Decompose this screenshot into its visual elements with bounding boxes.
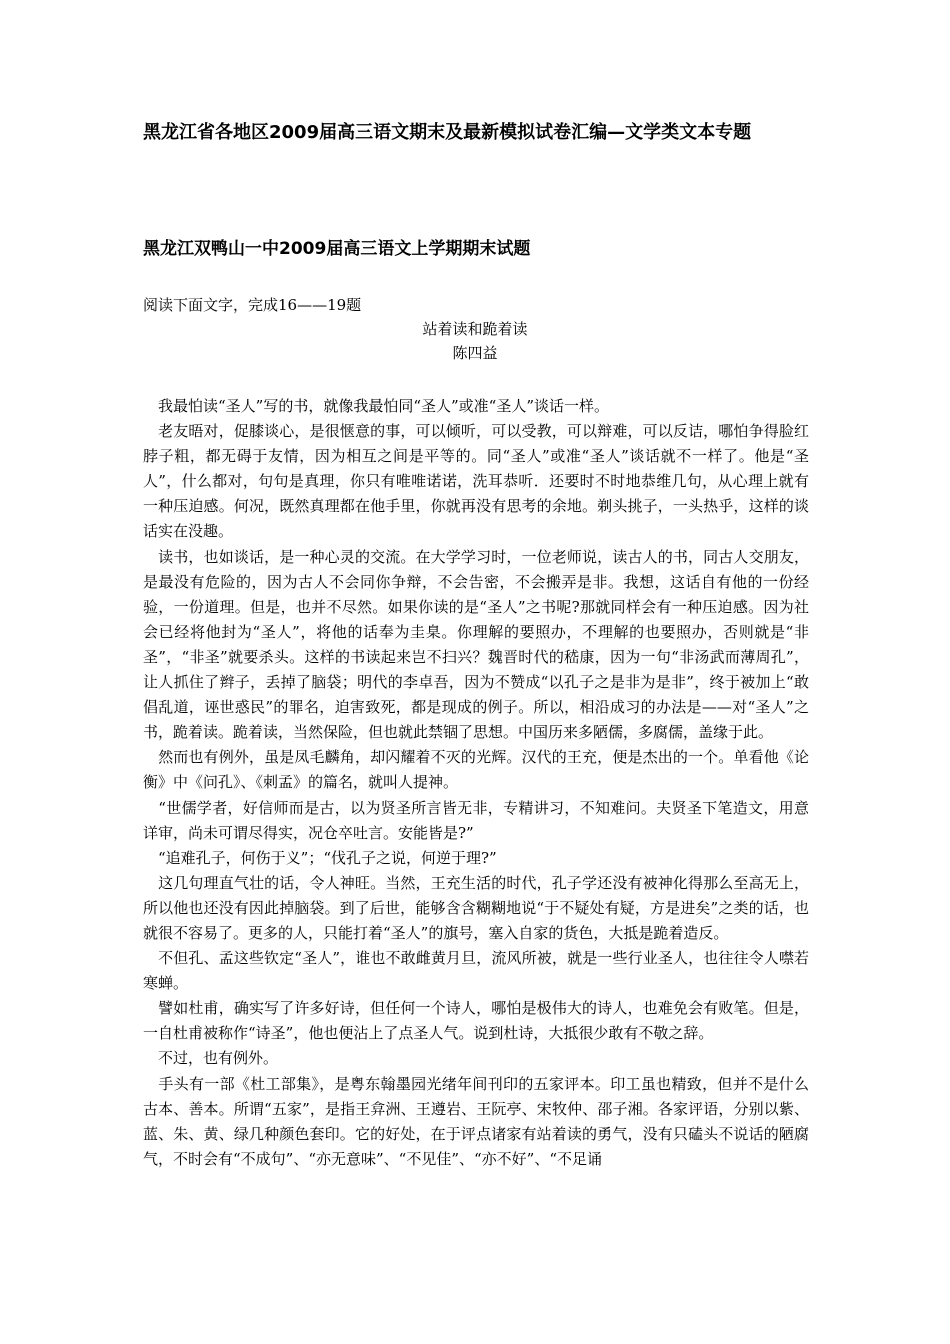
paragraph: “追难孔子，何伤于义”；“伐孔子之说，何逆于理?” — [143, 848, 497, 867]
reading-instruction: 阅读下面文字，完成16——19题 — [143, 296, 362, 314]
paragraph: 然而也有例外，虽是凤毛麟角，却闪耀着不灭的光辉。汉代的王充，便是杰出的一个。单看他《论衡》中《问孔》、《刺孟》的篇名，就叫人提神。 — [143, 748, 809, 792]
paragraph: 老友晤对，促膝谈心，是很惬意的事，可以倾听，可以受教，可以辩难，可以反诘，哪怕争得脸红脖子粗，都无碍于友情，因为相互之间是平等的。同“圣人”或准“圣人”谈话就不一样了。他是“圣人”，什么都对，句句是真理，你只有唯唯诺诺，洗耳恭听．还要时不时地恭维几句，从心理上就有一种压迫感。何况，既然真理都在他手里，你就再没有思考的余地。剃头挑子，一头热乎，这样的谈话实在没趣。 — [143, 422, 809, 541]
paragraph: 我最怕读“圣人”写的书，就像我最怕同“圣人”或准“圣人”谈话一样。 — [143, 397, 610, 415]
paragraph: 譬如杜甫，确实写了许多好诗，但任何一个诗人，哪怕是极伟大的诗人，也难免会有败笔。但是，一自杜甫被称作“诗圣”，他也便沾上了点圣人气。说到杜诗，大抵很少敢有不敬之辞。 — [143, 999, 809, 1043]
essay-body — [143, 394, 809, 1172]
document-title: 黑龙江省各地区2009届高三语文期末及最新模拟试卷汇编—文学类文本专题 — [143, 122, 752, 143]
essay-title: 站着读和跪着读 — [422, 320, 528, 338]
paragraph: 手头有一部《杜工部集》，是粤东翰墨园光绪年间刊印的五家评本。印工虽也精致，但并不是什么古本、善本。所谓“五家”，是指王弇洲、王遵岩、王阮亭、宋牧仲、邵子湘。各家评语，分别以紫、蓝、朱、黄、绿几种颜色套印。它的好处，在于评点诸家有站着读的勇气，没有只磕头不说话的陋腐气，不时会有“不成句”、“亦无意味”、“不见佳”、“亦不好”、“不足诵 — [143, 1074, 809, 1168]
paragraph: “世儒学者，好信师而是古，以为贤圣所言皆无非，专精讲习，不知难问。夫贤圣下笔造文，用意详审，尚未可谓尽得实，况仓卒吐言。安能皆是?” — [143, 798, 809, 842]
paragraph: 这几句理直气壮的话，令人神旺。当然，王充生活的时代，孔子学还没有被神化得那么至高无上，所以他也还没有因此掉脑袋。到了后世，能够含含糊糊地说“于不疑处有疑，方是进矣”之类的话，也就很不容易了。更多的人，只能打着“圣人”的旗号，塞入自家的货色，大抵是跪着造反。 — [143, 873, 809, 942]
document-subtitle: 黑龙江双鸭山一中2009届高三语文上学期期末试题 — [143, 239, 531, 259]
paragraph: 不但孔、孟这些钦定“圣人”，谁也不敢雌黄月旦，流风所被，就是一些行业圣人，也往往令人噤若寒蝉。 — [143, 949, 809, 993]
essay-author: 陈四益 — [452, 344, 498, 362]
paragraph: 不过，也有例外。 — [143, 1049, 279, 1068]
paragraph: 读书，也如谈话，是一种心灵的交流。在大学学习时，一位老师说，读古人的书，同古人交朋友，是最没有危险的，因为古人不会同你争辩，不会告密，不会搬弄是非。我想，这话自有他的一份经验，一份道理。但是，也并不尽然。如果你读的是“圣人”之书呢?那就同样会有一种压迫感。因为社会已经将他封为“圣人”，将他的话奉为圭臬。你理解的要照办，不理解的也要照办，否则就是“非圣”，“非圣”就要杀头。这样的书读起来岂不扫兴？魏晋时代的嵇康，因为一句“非汤武而薄周孔”，让人抓住了辫子，丢掉了脑袋；明代的李卓吾，因为不赞成“以孔子之是非为是非”，终于被加上“敢倡乱道，诬世惑民”的罪名，迫害致死，都是现成的例子。所以，相沿成习的办法是——对“圣人”之书，跪着读。跪着读，当然保险，但也就此禁锢了思想。中国历来多陋儒，多腐儒，盖缘于此。 — [143, 547, 809, 742]
